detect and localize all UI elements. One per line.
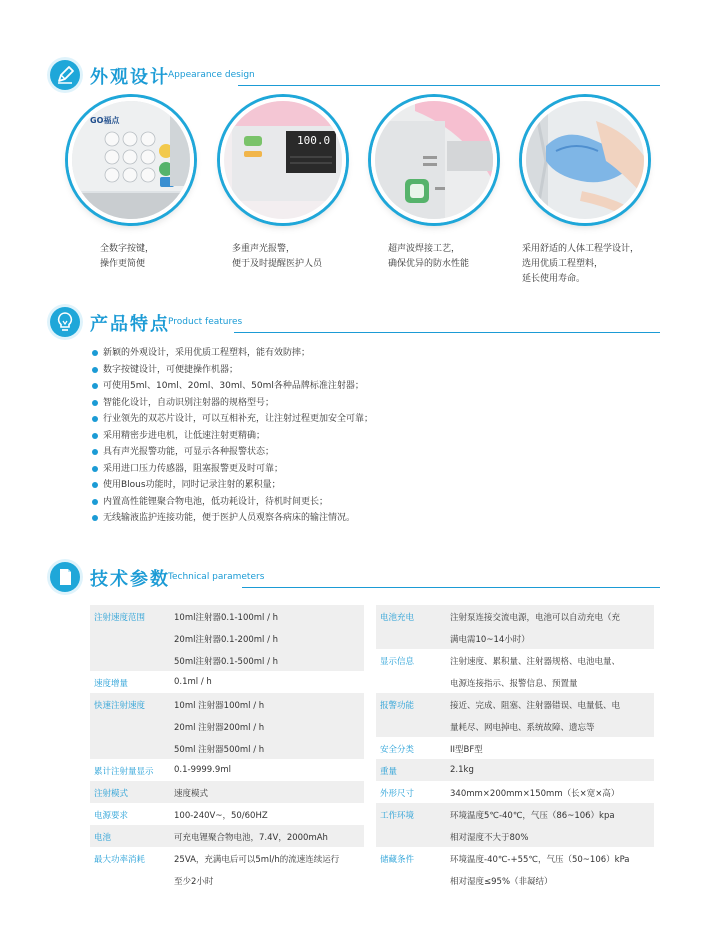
section-divider (238, 85, 660, 86)
spec-value: 电源连接指示、报警信息、预置量 (450, 678, 578, 689)
spec-table-left (90, 605, 364, 891)
spec-value: 10ml 注射器100ml / h (174, 700, 265, 711)
product-photo-welding (371, 97, 497, 223)
spec-value: 100-240V~，50/60HZ (174, 810, 268, 821)
spec-value: 2.1kg (450, 764, 474, 775)
spec-value: 环境温度-40℃-+55℃，气压（50~106）kPa (450, 854, 630, 865)
list-item: 使用Blous功能时，同时记录注射的累积量； (92, 477, 373, 494)
spec-label: 速度增量 (94, 678, 129, 689)
appearance-section-header (50, 60, 660, 94)
spec-row (376, 847, 654, 891)
list-item: 内置高性能锂聚合物电池，低功耗设计，待机时间更长； (92, 494, 373, 511)
list-item: 智能化设计，自动识别注射器的规格型号； (92, 395, 373, 412)
screen-value: 100.0 (297, 134, 331, 147)
spec-row (376, 649, 654, 693)
spec-label: 安全分类 (380, 744, 415, 755)
spec-row (376, 803, 654, 847)
section-divider (234, 332, 660, 333)
spec-label: 最大功率消耗 (94, 854, 146, 865)
list-item: 可使用5ml、10ml、20ml、30ml、50ml各种品牌标准注射器； (92, 378, 373, 395)
spec-row (90, 671, 364, 693)
spec-label: 外形尺寸 (380, 788, 415, 799)
appearance-caption-3: 超声波焊接工艺， 确保优异的防水性能 (388, 244, 470, 269)
technical-title: 技术参数 (90, 569, 170, 590)
spec-value: 25VA，充满电后可以5ml/h的流速连续运行 (174, 854, 340, 865)
spec-value: 环境温度5℃-40℃，气压（86~106）kpa (450, 810, 615, 821)
features-title: 产品特点 (90, 314, 170, 335)
spec-value: 0.1-9999.9ml (174, 764, 231, 775)
product-photo-display (220, 97, 346, 223)
list-item: 无线输液监护连接功能，便于医护人员观察各病床的输注情况。 (92, 510, 373, 527)
appearance-caption-4: 采用舒适的人体工程学设计， 选用优质工程塑料， 延长使用寿命。 (522, 244, 640, 284)
pencil-icon (50, 60, 80, 90)
brand-label: GO福点 (90, 116, 120, 125)
spec-label: 储藏条件 (380, 854, 415, 865)
spec-row (90, 803, 364, 825)
spec-value: 满电需10~14小时） (450, 634, 530, 645)
list-item: 采用精密步进电机，让低速注射更精确； (92, 428, 373, 445)
list-item: 新颖的外观设计，采用优质工程塑料，能有效防摔； (92, 345, 373, 362)
appearance-title: 外观设计 (90, 67, 170, 88)
spec-value: 50ml 注射器500ml / h (174, 744, 265, 755)
list-item: 具有声光报警功能，可显示各种报警状态； (92, 444, 373, 461)
technical-section-header (50, 562, 660, 596)
appearance-caption-1: 全数字按键， 操作更简便 (100, 244, 155, 269)
spec-value: 50ml注射器0.1-500ml / h (174, 656, 279, 667)
list-item: 采用进口压力传感器，阻塞报警更及时可靠； (92, 461, 373, 478)
appearance-subtitle: Appearance design (168, 70, 255, 80)
spec-label: 重量 (380, 766, 398, 777)
spec-row (90, 847, 364, 891)
spec-value: 340mm×200mm×150mm（长×宽×高） (450, 788, 620, 799)
spec-row (90, 759, 364, 781)
technical-subtitle: Technical parameters (168, 572, 265, 582)
spec-label: 注射模式 (94, 788, 129, 799)
spec-value: 量耗尽、网电掉电、系统故障、遗忘等 (450, 722, 595, 733)
section-divider (242, 587, 660, 588)
product-photo-keypad (68, 97, 194, 223)
list-item: 行业领先的双芯片设计，可以互相补充，让注射过程更加安全可靠； (92, 411, 373, 428)
features-list (92, 345, 373, 527)
spec-value: 0.1ml / h (174, 676, 212, 687)
spec-label: 快速注射速度 (94, 700, 146, 711)
spec-label: 电池 (94, 832, 112, 843)
spec-row (376, 781, 654, 803)
spec-row (376, 737, 654, 759)
appearance-caption-2: 多重声光报警， 便于及时提醒医护人员 (232, 244, 323, 269)
spec-row (376, 759, 654, 781)
spec-value: 可充电锂聚合物电池，7.4V，2000mAh (174, 832, 328, 843)
spec-label: 累计注射量显示 (94, 766, 154, 777)
lightbulb-icon (50, 307, 80, 337)
spec-label: 电池充电 (380, 612, 415, 623)
spec-value: 相对湿度≤95%（非凝结） (450, 876, 553, 887)
spec-value: 10ml注射器0.1-100ml / h (174, 612, 279, 623)
spec-value: 注射泵连接交流电源，电池可以自动充电（充 (450, 612, 621, 623)
product-photo-ergonomic (522, 97, 648, 223)
features-subtitle: Product features (168, 317, 243, 327)
spec-label: 显示信息 (380, 656, 415, 667)
spec-label: 注射速度范围 (94, 612, 146, 623)
spec-value: 20ml注射器0.1-200ml / h (174, 634, 279, 645)
spec-row (376, 605, 654, 649)
spec-value: II型BF型 (450, 744, 483, 755)
spec-row (376, 693, 654, 737)
spec-row (90, 605, 364, 671)
spec-label: 工作环境 (380, 810, 415, 821)
spec-value: 相对湿度不大于80% (450, 832, 529, 843)
spec-value: 20ml 注射器200ml / h (174, 722, 265, 733)
spec-row (90, 825, 364, 847)
spec-row (90, 781, 364, 803)
document-icon (50, 562, 80, 592)
list-item: 数字按键设计，可便捷操作机器； (92, 362, 373, 379)
spec-value: 至少2小时 (174, 876, 214, 887)
spec-label: 电源要求 (94, 810, 129, 821)
spec-value: 接近、完成、阻塞、注射器错误、电量低、电 (450, 700, 621, 711)
spec-table-right (376, 605, 654, 891)
spec-value: 注射速度、累积量、注射器规格、电池电量、 (450, 656, 621, 667)
spec-row (90, 693, 364, 759)
features-section-header (50, 307, 660, 341)
spec-value: 速度模式 (174, 788, 209, 799)
spec-label: 报警功能 (380, 700, 415, 711)
